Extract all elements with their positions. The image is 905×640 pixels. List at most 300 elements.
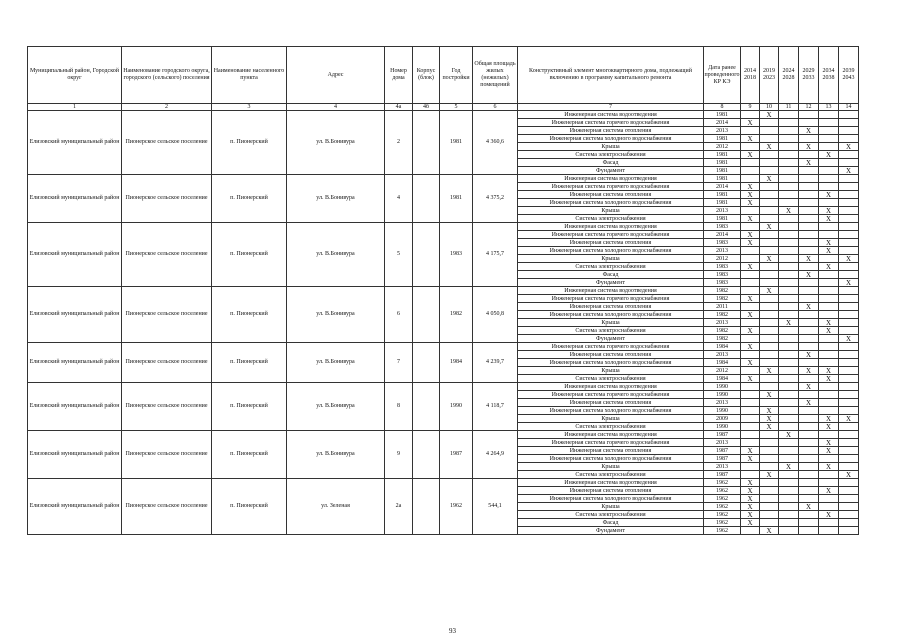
element-cell: Инженерная система отопления (518, 303, 704, 311)
period-cell (779, 159, 799, 167)
period-cell (779, 471, 799, 479)
period-cell (760, 375, 779, 383)
period-cell (779, 391, 799, 399)
period-cell (779, 247, 799, 255)
element-cell: Инженерная система холодного водоснабжения (518, 135, 704, 143)
period-cell (819, 159, 839, 167)
period-cell (760, 239, 779, 247)
period-cell: X (819, 191, 839, 199)
element-cell: Инженерная система холодного водоснабжения (518, 359, 704, 367)
period-cell (819, 111, 839, 119)
period-cell (741, 159, 760, 167)
locality-cell: п. Пионерский (212, 111, 287, 175)
table-header (28, 47, 859, 111)
period-cell (741, 367, 760, 375)
period-cell (779, 263, 799, 271)
element-cell: Инженерная система горячего водоснабжения (518, 295, 704, 303)
settlement-cell: Пионерское сельское поселение (122, 111, 212, 175)
prev-repair-date-cell: 1982 (704, 311, 741, 319)
column-number-cell: 14 (839, 104, 859, 111)
prev-repair-date-cell: 2013 (704, 127, 741, 135)
prev-repair-date-cell: 1962 (704, 487, 741, 495)
period-cell: X (760, 175, 779, 183)
period-cell (799, 119, 819, 127)
period-cell (779, 215, 799, 223)
area-cell: 4 239,7 (473, 343, 518, 383)
period-cell (799, 295, 819, 303)
period-cell: X (741, 231, 760, 239)
period-cell (779, 511, 799, 519)
period-cell: X (799, 399, 819, 407)
period-cell (839, 367, 859, 375)
header-cell: 2029 2033 (799, 47, 819, 104)
period-cell (819, 519, 839, 527)
header-cell: Общая площадь жилых (нежилых) помещений (473, 47, 518, 104)
element-cell: Инженерная система водоотведения (518, 479, 704, 487)
period-cell (779, 167, 799, 175)
element-cell: Инженерная система отопления (518, 127, 704, 135)
period-cell (819, 335, 839, 343)
period-cell (839, 327, 859, 335)
period-cell (839, 511, 859, 519)
area-cell: 4 118,7 (473, 383, 518, 431)
element-cell: Система электроснабжения (518, 423, 704, 431)
header-cell: Корпус (блок) (413, 47, 440, 104)
column-number-cell: 13 (819, 104, 839, 111)
prev-repair-date-cell: 2012 (704, 367, 741, 375)
prev-repair-date-cell: 1982 (704, 295, 741, 303)
build-year-cell: 1987 (440, 431, 473, 479)
period-cell: X (741, 519, 760, 527)
period-cell (819, 527, 839, 535)
build-year-cell: 1983 (440, 223, 473, 287)
period-cell (799, 431, 819, 439)
period-cell (839, 135, 859, 143)
period-cell (779, 519, 799, 527)
period-cell (839, 119, 859, 127)
element-cell: Система электроснабжения (518, 511, 704, 519)
district-cell: Елизовский муниципальный район (28, 431, 122, 479)
period-cell (839, 319, 859, 327)
header-cell: 2019 2023 (760, 47, 779, 104)
period-cell (839, 207, 859, 215)
period-cell (760, 439, 779, 447)
period-cell (760, 303, 779, 311)
period-cell: X (779, 319, 799, 327)
element-cell: Фундамент (518, 335, 704, 343)
locality-cell: п. Пионерский (212, 223, 287, 287)
period-cell (799, 455, 819, 463)
period-cell (741, 111, 760, 119)
prev-repair-date-cell: 2013 (704, 463, 741, 471)
period-cell (819, 383, 839, 391)
period-cell: X (741, 199, 760, 207)
period-cell: X (741, 239, 760, 247)
period-cell (819, 503, 839, 511)
prev-repair-date-cell: 2014 (704, 231, 741, 239)
period-cell (760, 383, 779, 391)
header-row (28, 47, 859, 104)
period-cell (779, 455, 799, 463)
period-cell (839, 199, 859, 207)
element-cell: Крыша (518, 255, 704, 263)
period-cell (819, 183, 839, 191)
period-cell: X (741, 215, 760, 223)
period-cell (799, 335, 819, 343)
period-cell (760, 455, 779, 463)
period-cell (741, 463, 760, 471)
period-cell (779, 303, 799, 311)
period-cell: X (760, 527, 779, 535)
period-cell (839, 231, 859, 239)
period-cell (760, 207, 779, 215)
period-cell (741, 255, 760, 263)
table-body (28, 111, 859, 535)
area-cell: 544,1 (473, 479, 518, 535)
element-cell: Инженерная система холодного водоснабжения (518, 495, 704, 503)
district-cell: Елизовский муниципальный район (28, 223, 122, 287)
period-cell (799, 423, 819, 431)
house-number-cell: 7 (385, 343, 413, 383)
period-cell: X (799, 367, 819, 375)
period-cell (799, 519, 819, 527)
period-cell (839, 295, 859, 303)
period-cell (760, 359, 779, 367)
prev-repair-date-cell: 1981 (704, 135, 741, 143)
prev-repair-date-cell: 1962 (704, 527, 741, 535)
period-cell (779, 255, 799, 263)
period-cell (799, 479, 819, 487)
block-cell (413, 479, 440, 535)
period-cell: X (741, 183, 760, 191)
period-cell (819, 471, 839, 479)
street-cell: ул. В.Бонивура (287, 431, 385, 479)
period-cell (779, 343, 799, 351)
period-cell (741, 399, 760, 407)
prev-repair-date-cell: 2014 (704, 183, 741, 191)
column-number-cell: 7 (518, 104, 704, 111)
column-number-cell: 10 (760, 104, 779, 111)
district-cell: Елизовский муниципальный район (28, 479, 122, 535)
prev-repair-date-cell: 1962 (704, 495, 741, 503)
element-cell: Фасад (518, 159, 704, 167)
element-cell: Фундамент (518, 279, 704, 287)
street-cell: ул. В.Бонивура (287, 287, 385, 343)
element-cell: Инженерная система холодного водоснабжения (518, 311, 704, 319)
period-cell (819, 359, 839, 367)
column-number-cell: 6 (473, 104, 518, 111)
period-cell (839, 183, 859, 191)
prev-repair-date-cell: 1981 (704, 167, 741, 175)
period-cell: X (819, 439, 839, 447)
period-cell: X (839, 415, 859, 423)
locality-cell: п. Пионерский (212, 343, 287, 383)
period-cell (760, 319, 779, 327)
period-cell (760, 479, 779, 487)
period-cell (779, 295, 799, 303)
period-cell (839, 175, 859, 183)
block-cell (413, 343, 440, 383)
element-cell: Крыша (518, 415, 704, 423)
period-cell (760, 343, 779, 351)
period-cell (741, 431, 760, 439)
prev-repair-date-cell: 1984 (704, 359, 741, 367)
period-cell (839, 151, 859, 159)
district-cell: Елизовский муниципальный район (28, 343, 122, 383)
period-cell (799, 495, 819, 503)
period-cell (779, 143, 799, 151)
period-cell (839, 215, 859, 223)
period-cell (839, 495, 859, 503)
period-cell: X (779, 207, 799, 215)
period-cell (799, 471, 819, 479)
table-row (28, 431, 859, 439)
period-cell: X (799, 383, 819, 391)
table-row (28, 175, 859, 183)
street-cell: ул. В.Бонивура (287, 111, 385, 175)
street-cell: ул. Зеленая (287, 479, 385, 535)
build-year-cell: 1962 (440, 479, 473, 535)
element-cell: Инженерная система холодного водоснабжения (518, 247, 704, 255)
period-cell: X (741, 487, 760, 495)
period-cell: X (819, 447, 839, 455)
period-cell (741, 127, 760, 135)
settlement-cell: Пионерское сельское поселение (122, 175, 212, 223)
period-cell (779, 191, 799, 199)
period-cell (799, 183, 819, 191)
period-cell: X (760, 423, 779, 431)
period-cell: X (741, 119, 760, 127)
period-cell: X (760, 143, 779, 151)
period-cell (779, 399, 799, 407)
prev-repair-date-cell: 2013 (704, 399, 741, 407)
header-cell: 2034 2038 (819, 47, 839, 104)
period-cell (799, 175, 819, 183)
period-cell (779, 111, 799, 119)
period-cell (760, 487, 779, 495)
period-cell: X (819, 375, 839, 383)
period-cell: X (741, 511, 760, 519)
column-number-cell: 2 (122, 104, 212, 111)
locality-cell: п. Пионерский (212, 175, 287, 223)
period-cell (779, 439, 799, 447)
period-cell: X (819, 239, 839, 247)
period-cell (741, 247, 760, 255)
element-cell: Инженерная система отопления (518, 447, 704, 455)
period-cell (741, 271, 760, 279)
column-number-cell: 5 (440, 104, 473, 111)
period-cell: X (741, 135, 760, 143)
prev-repair-date-cell: 2009 (704, 415, 741, 423)
element-cell: Фундамент (518, 167, 704, 175)
period-cell: X (741, 503, 760, 511)
period-cell (799, 527, 819, 535)
period-cell (839, 375, 859, 383)
period-cell (839, 351, 859, 359)
period-cell (779, 287, 799, 295)
period-cell (779, 151, 799, 159)
build-year-cell: 1981 (440, 175, 473, 223)
period-cell: X (760, 407, 779, 415)
settlement-cell: Пионерское сельское поселение (122, 383, 212, 431)
house-number-cell: 4 (385, 175, 413, 223)
period-cell (799, 415, 819, 423)
period-cell (819, 407, 839, 415)
element-cell: Фасад (518, 519, 704, 527)
period-cell (799, 463, 819, 471)
header-cell: Муниципальный район, Городской округ (28, 47, 122, 104)
period-cell (760, 295, 779, 303)
period-cell (799, 359, 819, 367)
period-cell (819, 143, 839, 151)
locality-cell: п. Пионерский (212, 383, 287, 431)
period-cell (839, 359, 859, 367)
period-cell: X (741, 311, 760, 319)
element-cell: Инженерная система горячего водоснабжения (518, 183, 704, 191)
header-cell: 2039 2043 (839, 47, 859, 104)
header-cell: 2024 2028 (779, 47, 799, 104)
column-number-cell: 3 (212, 104, 287, 111)
period-cell (799, 207, 819, 215)
period-cell: X (839, 255, 859, 263)
period-cell (760, 231, 779, 239)
period-cell: X (819, 151, 839, 159)
period-cell (779, 279, 799, 287)
settlement-cell: Пионерское сельское поселение (122, 431, 212, 479)
period-cell (799, 343, 819, 351)
build-year-cell: 1990 (440, 383, 473, 431)
period-cell: X (741, 359, 760, 367)
period-cell (799, 487, 819, 495)
prev-repair-date-cell: 1990 (704, 383, 741, 391)
prev-repair-date-cell: 1990 (704, 423, 741, 431)
period-cell (760, 351, 779, 359)
period-cell (779, 367, 799, 375)
element-cell: Фасад (518, 271, 704, 279)
element-cell: Инженерная система отопления (518, 487, 704, 495)
period-cell (799, 311, 819, 319)
period-cell (741, 423, 760, 431)
element-cell: Инженерная система горячего водоснабжения (518, 231, 704, 239)
period-cell (760, 159, 779, 167)
district-cell: Елизовский муниципальный район (28, 111, 122, 175)
period-cell (760, 519, 779, 527)
period-cell (779, 135, 799, 143)
period-cell (839, 503, 859, 511)
period-cell (760, 167, 779, 175)
period-cell (741, 287, 760, 295)
period-cell: X (741, 447, 760, 455)
period-cell (799, 279, 819, 287)
prev-repair-date-cell: 1981 (704, 175, 741, 183)
period-cell (839, 191, 859, 199)
block-cell (413, 223, 440, 287)
period-cell: X (819, 319, 839, 327)
period-cell (779, 223, 799, 231)
period-cell (741, 471, 760, 479)
period-cell: X (799, 351, 819, 359)
period-cell (839, 439, 859, 447)
column-number-cell: 4 (287, 104, 385, 111)
district-cell: Елизовский муниципальный район (28, 175, 122, 223)
period-cell (760, 511, 779, 519)
element-cell: Инженерная система горячего водоснабжения (518, 119, 704, 127)
prev-repair-date-cell: 1982 (704, 327, 741, 335)
period-cell (760, 119, 779, 127)
period-cell (760, 279, 779, 287)
header-cell: Наименование городского округа, городского (сельского) поселения (122, 47, 212, 104)
period-cell: X (799, 143, 819, 151)
prev-repair-date-cell: 1982 (704, 287, 741, 295)
period-cell: X (819, 207, 839, 215)
period-cell (839, 247, 859, 255)
period-cell (760, 327, 779, 335)
period-cell (741, 407, 760, 415)
column-number-cell: 4а (385, 104, 413, 111)
period-cell (779, 335, 799, 343)
period-cell (819, 279, 839, 287)
period-cell (779, 183, 799, 191)
period-cell (819, 271, 839, 279)
period-cell (760, 263, 779, 271)
period-cell (779, 495, 799, 503)
period-cell: X (839, 335, 859, 343)
period-cell (819, 455, 839, 463)
period-cell (741, 439, 760, 447)
period-cell (819, 303, 839, 311)
period-cell (741, 391, 760, 399)
period-cell (799, 111, 819, 119)
period-cell: X (741, 151, 760, 159)
period-cell (760, 271, 779, 279)
element-cell: Система электроснабжения (518, 215, 704, 223)
period-cell (741, 223, 760, 231)
period-cell (839, 407, 859, 415)
street-cell: ул. В.Бонивура (287, 223, 385, 287)
prev-repair-date-cell: 1962 (704, 479, 741, 487)
period-cell: X (760, 223, 779, 231)
period-cell: X (760, 287, 779, 295)
prev-repair-date-cell: 2013 (704, 439, 741, 447)
prev-repair-date-cell: 1987 (704, 455, 741, 463)
period-cell (760, 135, 779, 143)
prev-repair-date-cell: 1987 (704, 447, 741, 455)
prev-repair-date-cell: 1987 (704, 471, 741, 479)
period-cell (760, 247, 779, 255)
prev-repair-date-cell: 1981 (704, 199, 741, 207)
prev-repair-date-cell: 1981 (704, 215, 741, 223)
prev-repair-date-cell: 1983 (704, 239, 741, 247)
district-cell: Елизовский муниципальный район (28, 383, 122, 431)
period-cell (839, 519, 859, 527)
period-cell (799, 263, 819, 271)
period-cell (799, 447, 819, 455)
period-cell (839, 271, 859, 279)
period-cell (741, 335, 760, 343)
period-cell (741, 383, 760, 391)
element-cell: Инженерная система отопления (518, 399, 704, 407)
period-cell (741, 167, 760, 175)
capital-repair-table (27, 46, 859, 535)
prev-repair-date-cell: 2013 (704, 207, 741, 215)
period-cell (760, 495, 779, 503)
period-cell (839, 311, 859, 319)
prev-repair-date-cell: 2013 (704, 351, 741, 359)
prev-repair-date-cell: 1981 (704, 111, 741, 119)
element-cell: Инженерная система водоотведения (518, 383, 704, 391)
period-cell (839, 455, 859, 463)
period-cell (839, 127, 859, 135)
